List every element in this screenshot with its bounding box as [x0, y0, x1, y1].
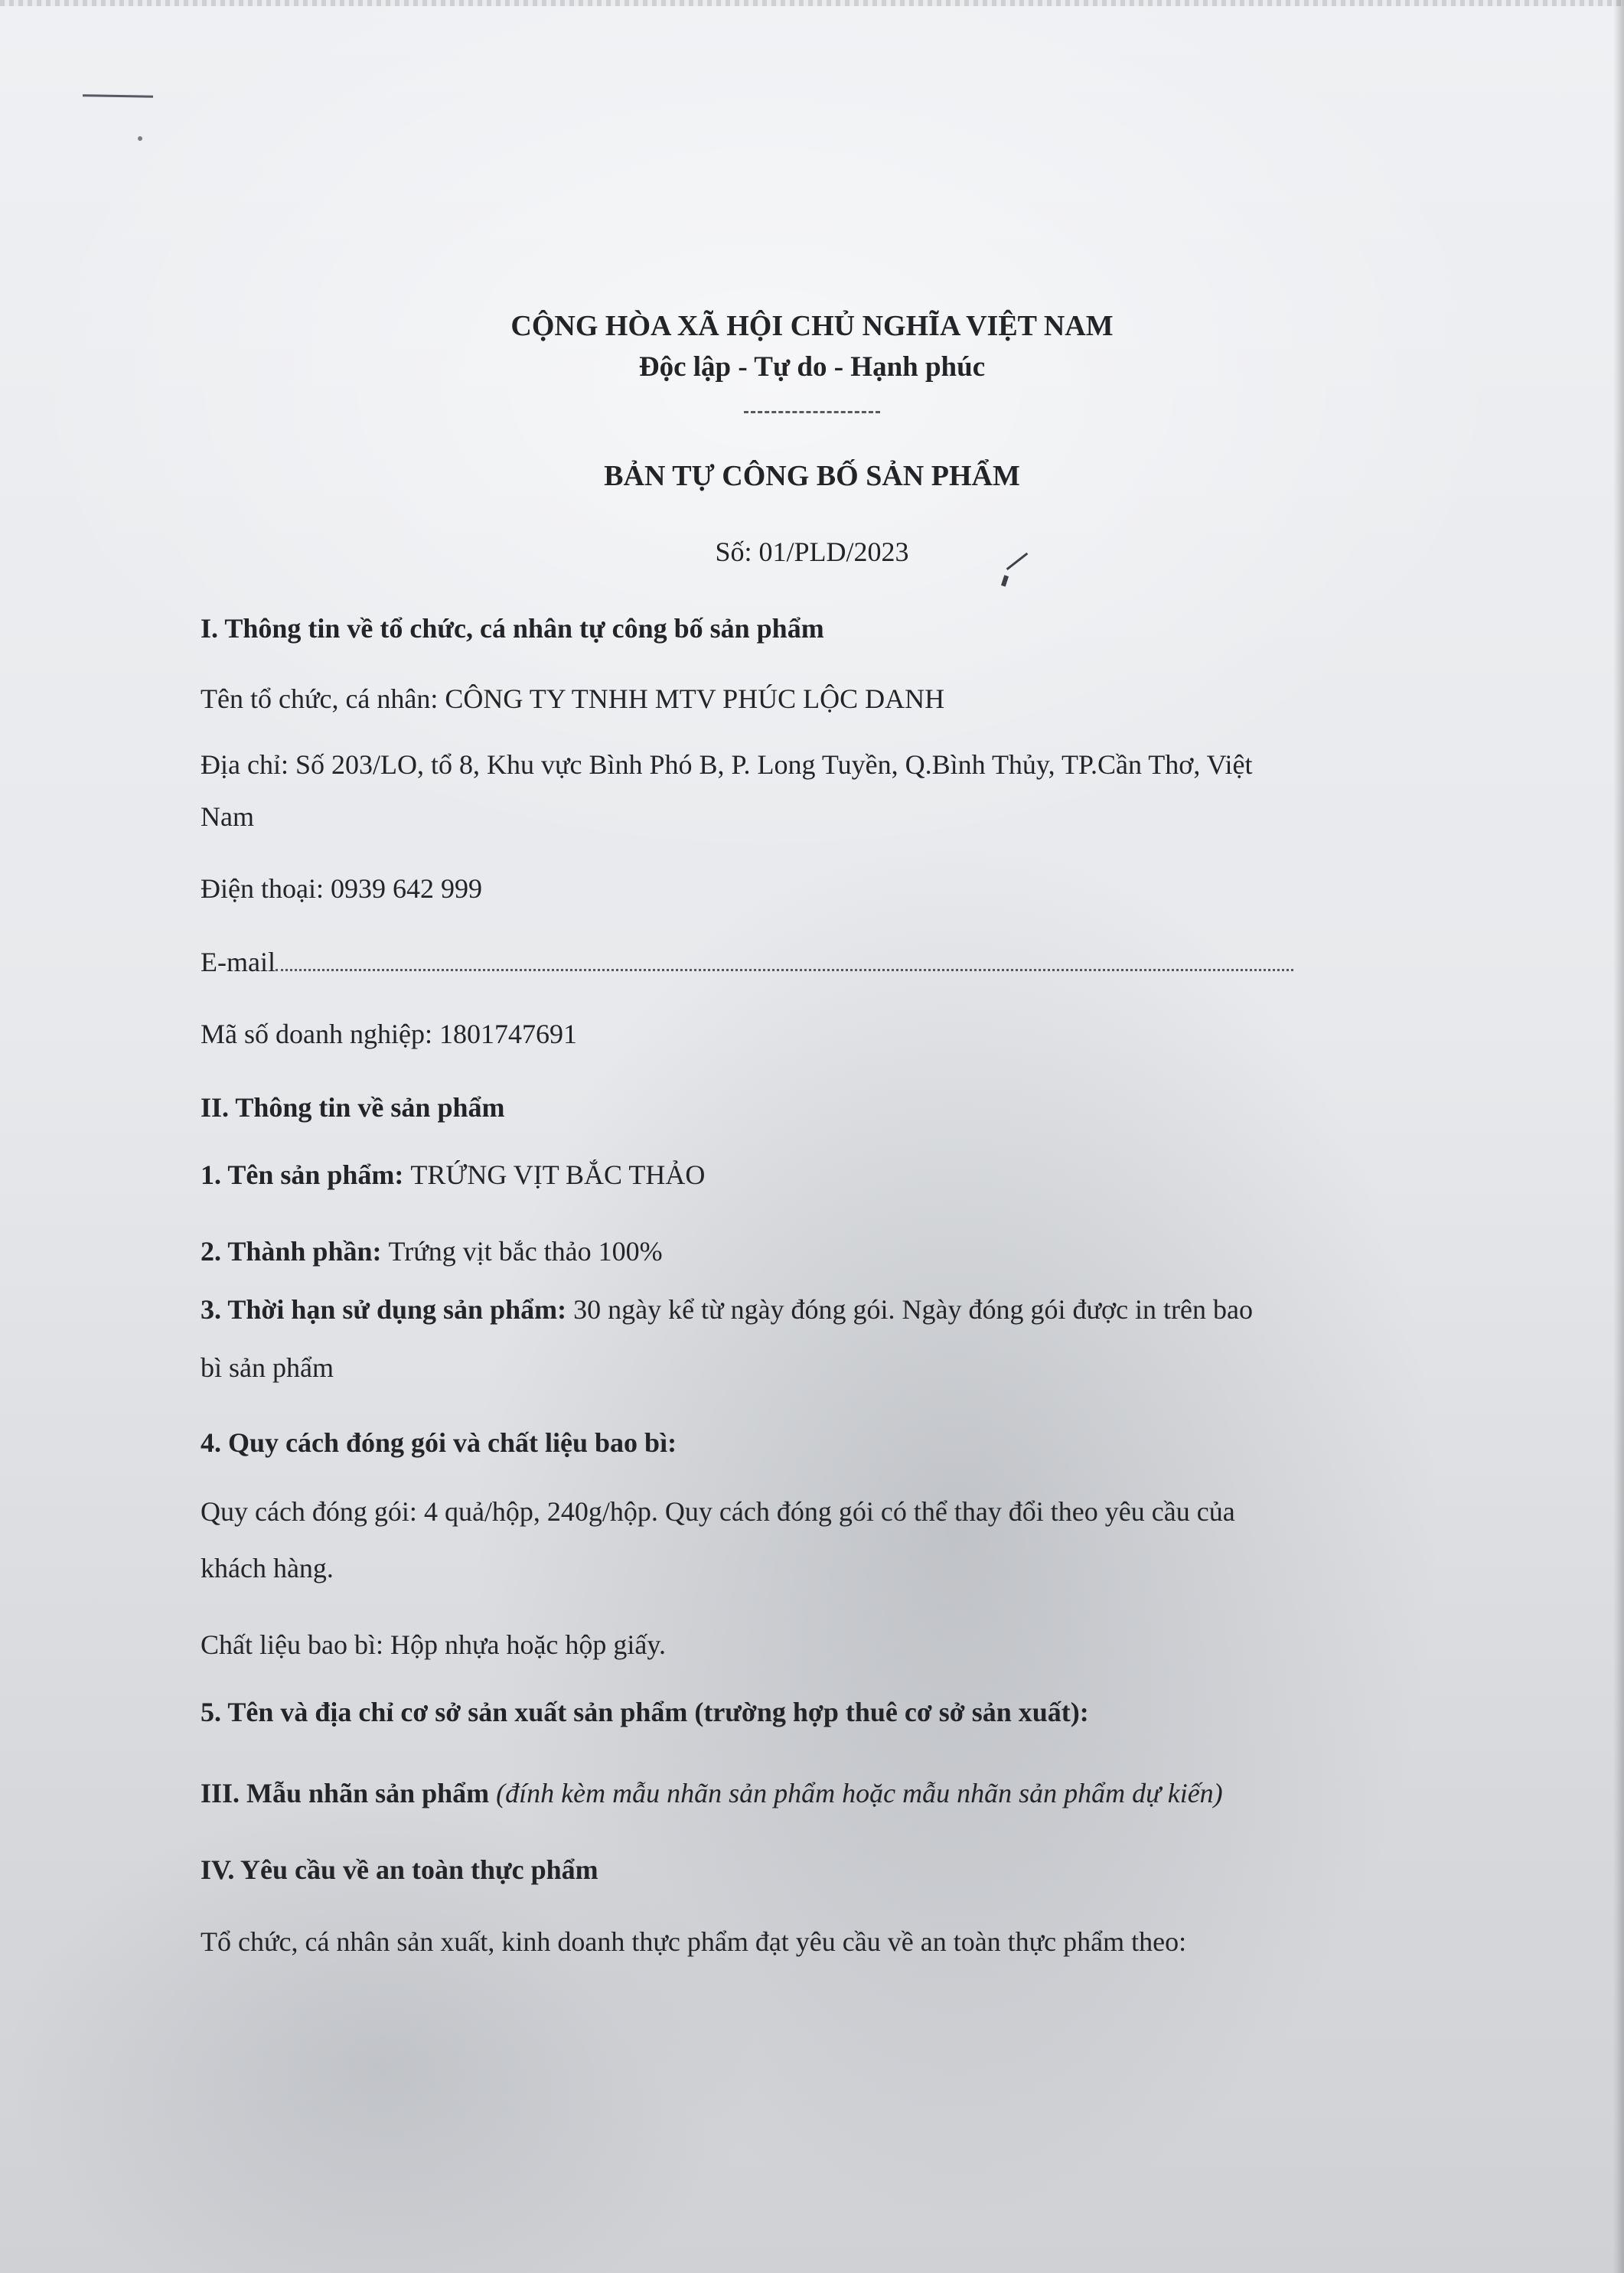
email-label: E-mail — [201, 947, 276, 977]
shelf-life-line-2: bì sản phẩm — [201, 1352, 334, 1383]
scan-top-edge — [0, 0, 1624, 6]
shelf-life-line-1 — [201, 1293, 1253, 1326]
product-name-label: 1. Tên sản phẩm: — [201, 1159, 411, 1190]
section-4-heading: IV. Yêu cầu về an toàn thực phẩm — [201, 1854, 598, 1885]
address-line-2: Nam — [201, 801, 254, 832]
country-heading: CỘNG HÒA XÃ HỘI CHỦ NGHĨA VIỆT NAM — [510, 310, 1114, 342]
section-1-heading: I. Thông tin về tổ chức, cá nhân tự công bố sản phẩm — [201, 613, 824, 644]
material-line: Chất liệu bao bì: Hộp nhựa hoặc hộp giấy. — [201, 1629, 667, 1660]
address-line-1: Địa chỉ: Số 203/LO, tổ 8, Khu vực Bình Phó B, P. Long Tuyền, Q.Bình Thủy, TP.Cần Thơ, Việt — [201, 749, 1253, 780]
producer-heading: 5. Tên và địa chỉ cơ sở sản xuất sản phẩm (trường hợp thuê cơ sở sản xuất): — [201, 1697, 1089, 1727]
section-3-line — [201, 1777, 1223, 1809]
document-number: Số: 01/PLD/2023 — [715, 536, 909, 567]
ingredients-line — [201, 1235, 663, 1267]
motto-divider — [744, 411, 880, 413]
product-name-value: TRỨNG VỊT BẮC THẢO — [410, 1159, 706, 1190]
business-code-line: Mã số doanh nghiệp: 1801747691 — [201, 1019, 577, 1049]
packaging-heading: 4. Quy cách đóng gói và chất liệu bao bì: — [201, 1427, 677, 1458]
phone-line: Điện thoại: 0939 642 999 — [201, 873, 482, 904]
email-line — [201, 946, 1293, 978]
organization-value: CÔNG TY TNHH MTV PHÚC LỘC DANH — [445, 683, 945, 714]
pen-stroke-small — [1001, 575, 1009, 586]
ingredients-value: Trứng vịt bắc thảo 100% — [388, 1236, 663, 1267]
ingredients-label: 2. Thành phần: — [201, 1236, 389, 1267]
product-name-line — [201, 1159, 705, 1191]
shelf-life-label: 3. Thời hạn sử dụng sản phẩm: — [201, 1294, 574, 1325]
section-4-text: Tổ chức, cá nhân sản xuất, kinh doanh thực phẩm đạt yêu cầu về an toàn thực phẩm theo: — [201, 1926, 1187, 1957]
section-3-heading: III. Mẫu nhãn sản phẩm — [201, 1778, 497, 1808]
section-3-note: (đính kèm mẫu nhãn sản phẩm hoặc mẫu nhãn sản phẩm dự kiến) — [496, 1778, 1223, 1808]
document-title: BẢN TỰ CÔNG BỐ SẢN PHẨM — [604, 460, 1020, 492]
organization-line — [201, 683, 944, 715]
packaging-line-1: Quy cách đóng gói: 4 quả/hộp, 240g/hộp. Quy cách đóng gói có thể thay đổi theo yêu cầu của — [201, 1496, 1235, 1527]
section-2-heading: II. Thông tin về sản phẩm — [201, 1092, 505, 1123]
packaging-line-2: khách hàng. — [201, 1553, 334, 1583]
motto: Độc lập - Tự do - Hạnh phúc — [638, 351, 986, 383]
email-dotted-blank — [276, 951, 1293, 971]
pen-mark — [83, 94, 153, 98]
pen-dot — [138, 136, 142, 141]
shelf-life-value: 30 ngày kể từ ngày đóng gói. Ngày đóng gói được in trên bao — [573, 1294, 1253, 1325]
organization-label: Tên tổ chức, cá nhân: — [201, 683, 445, 714]
